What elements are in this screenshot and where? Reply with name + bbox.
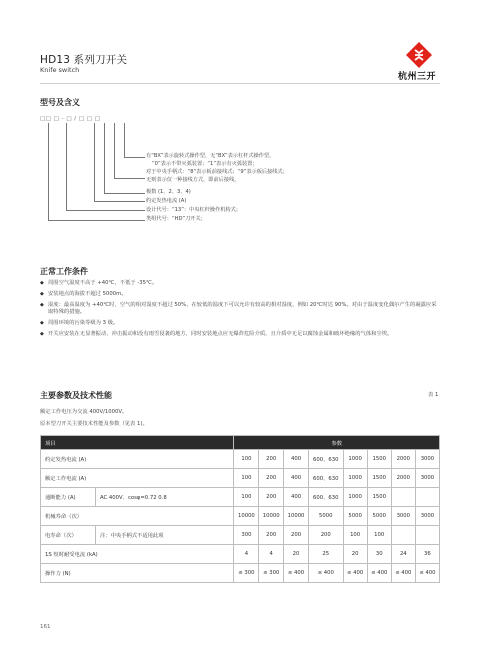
table-cell: 1000	[343, 450, 367, 469]
table-cell: 10000	[234, 507, 259, 526]
section-heading-params: 主要参数及技术性能	[40, 391, 112, 400]
table-cell: 1000	[343, 488, 367, 507]
page-subtitle: Knife switch	[40, 66, 80, 74]
row-label: 通断能力 (A)	[41, 488, 96, 507]
table-cell: 100	[343, 526, 367, 545]
model-explanation: 约定发热电流 (A)	[146, 198, 187, 204]
table-cell	[391, 526, 415, 545]
table-cell: 20	[343, 545, 367, 564]
table-row	[41, 450, 440, 469]
table-cell: 200	[259, 469, 284, 488]
header-item: 项目	[41, 436, 234, 450]
table-cell: 30	[367, 545, 391, 564]
section-heading-conditions: 正常工作条件	[40, 267, 88, 276]
table-cell: 200	[259, 488, 284, 507]
table-cell: 3000	[415, 507, 439, 526]
table-number: 表 1	[428, 392, 439, 398]
params-table-intro: 原本型刀开关主要技术性能及参数（见表 1)。	[40, 421, 148, 427]
table-cell: 100	[234, 450, 259, 469]
page-number: 161	[40, 624, 51, 630]
list-item: ◆ 周围环境的污染等级为 3 级。	[40, 320, 440, 327]
table-row	[41, 545, 440, 564]
table-cell: 5000	[343, 507, 367, 526]
table-cell: 400	[284, 469, 309, 488]
table-cell: 1000	[343, 469, 367, 488]
header-divider	[40, 83, 440, 84]
model-explanation: “0”表示不带灭弧装置；“1”表示有灭弧装置；	[152, 161, 258, 167]
table-cell: ≤ 400	[308, 564, 343, 583]
table-cell: ≤ 400	[284, 564, 309, 583]
table-cell: 600、630	[308, 488, 343, 507]
parameters-table	[40, 435, 440, 583]
model-explanation: 对于中央手柄式：“8”表示板前接线式；“9”表示板后接线式；	[146, 169, 288, 175]
table-cell: 400	[284, 450, 309, 469]
page-title: HD13 系列刀开关	[40, 54, 128, 66]
table-cell: 1500	[367, 469, 391, 488]
section-heading-model: 型号及含义	[40, 98, 80, 107]
brand-logo-icon	[406, 42, 432, 68]
table-cell: 100	[234, 488, 259, 507]
model-explanation: 无则表示仅一种接线方式，即前后接线。	[146, 177, 240, 183]
table-cell: 36	[415, 545, 439, 564]
list-item: ◆ 开关应安装在无显著振动、冲击振动和没有雨雪侵袭的地方，同时安装地点应无爆炸危险介质，且介质中无足以腐蚀金属和破坏绝缘的气体和尘埃。	[40, 331, 440, 338]
model-explanation: 设计代号：“13”：中央杠杆操作机构式；	[146, 207, 241, 213]
table-cell	[415, 526, 439, 545]
table-cell: 20	[284, 545, 309, 564]
table-row	[41, 564, 440, 583]
row-label: 额定工作电流 (A)	[41, 469, 234, 488]
model-explanation: 有“BX”表示旋转式操作型，无“BX”表示杠杆式操作型。	[146, 153, 275, 159]
table-cell: 5000	[367, 507, 391, 526]
table-cell: 200	[259, 450, 284, 469]
table-cell: ≤ 400	[343, 564, 367, 583]
list-item: ◆ 湿度：最高温度为 +40℃时，空气的相对湿度不超过 50%，在较低的温度下可以允许有较高的相对湿度，例如 20℃时达 90%。对由于温度变化偶尔产生的凝露应采取特殊的措施。	[40, 302, 440, 316]
table-cell: 4	[234, 545, 259, 564]
row-label: 1S 短时耐受电流 (kA)	[41, 545, 234, 564]
table-cell: 10000	[284, 507, 309, 526]
connector-line	[48, 123, 145, 221]
table-cell: 100	[367, 526, 391, 545]
model-explanation: 极数 (1、2、3、4)	[146, 189, 191, 195]
table-cell: 600、630	[308, 469, 343, 488]
table-cell: 4	[259, 545, 284, 564]
table-cell	[415, 488, 439, 507]
row-label: 操作力 (N)	[41, 564, 234, 583]
table-cell: 2000	[391, 469, 415, 488]
row-label: 电寿命（次）	[41, 526, 96, 545]
table-cell: 200	[259, 526, 284, 545]
table-cell: 2000	[391, 450, 415, 469]
table-cell: 1500	[367, 488, 391, 507]
row-label: 机械寿命（次）	[41, 507, 234, 526]
table-cell: 3000	[415, 450, 439, 469]
table-row	[41, 507, 440, 526]
row-sublabel: AC 400V、cosφ=0.72 0.8	[96, 488, 234, 507]
table-cell: 24	[391, 545, 415, 564]
table-cell	[391, 488, 415, 507]
table-cell: 200	[284, 526, 309, 545]
table-cell: ≤ 400	[415, 564, 439, 583]
table-row	[41, 488, 440, 507]
table-cell: ≤ 400	[391, 564, 415, 583]
table-header-row	[41, 436, 440, 450]
list-item: ◆ 周围空气温度不高于 +40℃，不低于 -35℃。	[40, 280, 440, 287]
table-cell: 25	[308, 545, 343, 564]
table-cell: ≤ 300	[259, 564, 284, 583]
table-cell: 100	[234, 469, 259, 488]
conditions-list	[40, 280, 440, 342]
header-params: 参数	[234, 436, 440, 450]
table-row	[41, 469, 440, 488]
params-voltage-line: 额定工作电压为交流 400V/1000V。	[40, 409, 128, 415]
table-cell: ≤ 400	[367, 564, 391, 583]
table-cell: 3000	[415, 469, 439, 488]
row-sublabel: 注：中央手柄式不适用此项	[96, 526, 234, 545]
table-row	[41, 526, 440, 545]
table-cell: 5000	[308, 507, 343, 526]
model-explanation: 类组代号：“HD”刀开关；	[146, 216, 206, 222]
list-item: ◆ 安装地点的海拔不超过 5000m。	[40, 291, 440, 298]
table-cell: 200	[308, 526, 343, 545]
model-code: □□ □ - □ / □ □ □	[40, 116, 101, 122]
table-cell: 600、630	[308, 450, 343, 469]
table-cell: 300	[234, 526, 259, 545]
table-cell: 1500	[367, 450, 391, 469]
table-cell: 10000	[259, 507, 284, 526]
row-label: 约定发热电流 (A)	[41, 450, 234, 469]
table-cell: 3000	[391, 507, 415, 526]
brand-name: 杭州三开	[398, 72, 437, 82]
table-cell: 400	[284, 488, 309, 507]
table-cell: ≤ 300	[234, 564, 259, 583]
